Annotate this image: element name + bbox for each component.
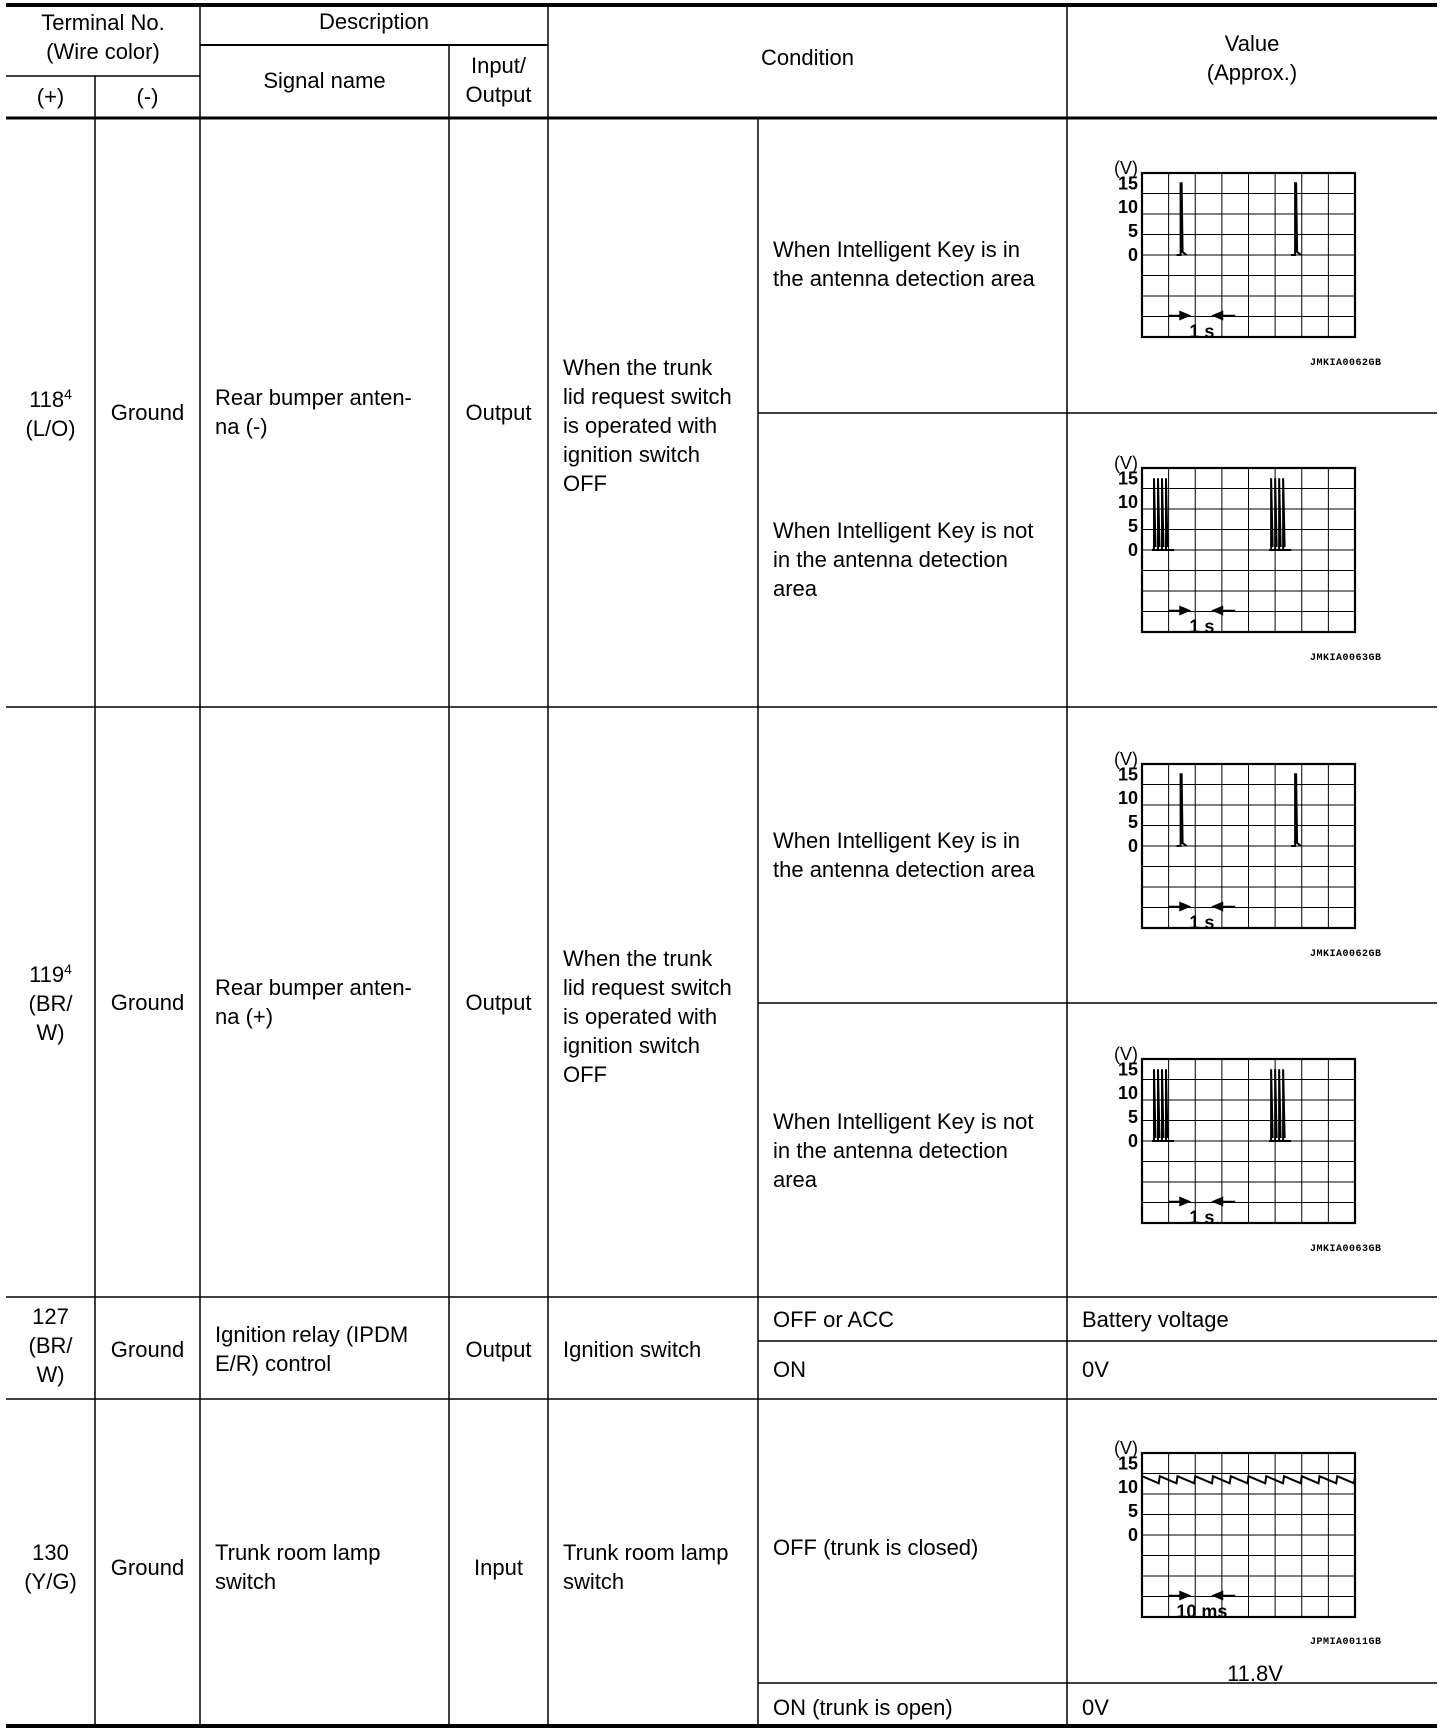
value-text: 11.8V xyxy=(1227,1661,1283,1686)
figure-code: JPMIA0011GB xyxy=(1310,1637,1382,1648)
tick-label: 15 xyxy=(1117,173,1138,194)
value-text: 0V xyxy=(1082,1695,1109,1720)
tick-label: 0 xyxy=(1127,836,1138,856)
io-direction: Output xyxy=(465,1337,532,1362)
condition-case: When Intelligent Key is in the antenna detection area xyxy=(773,237,1035,291)
value-text: 0V xyxy=(1082,1357,1109,1382)
tick-label: 10 xyxy=(1117,1083,1138,1104)
figure-code: JMKIA0062GB xyxy=(1310,949,1382,960)
scope-svg xyxy=(1106,1044,1396,1229)
signal-name: Ignition relay (IPDM E/R) control xyxy=(215,1322,409,1376)
wire-color: (Y/G) xyxy=(24,1569,77,1594)
header-minus: (-) xyxy=(136,84,159,109)
tick-label: 10 xyxy=(1117,492,1138,513)
header-signal-name: Signal name xyxy=(263,68,386,93)
signal-name: Rear bumper anten- na (-) xyxy=(215,385,412,439)
condition-main: Ignition switch xyxy=(563,1337,702,1362)
io-direction: Output xyxy=(465,990,532,1015)
figure-code: JMKIA0063GB xyxy=(1310,653,1382,664)
tick-label: 5 xyxy=(1127,516,1138,537)
condition-main: When the trunk lid request switch is operated with ignition switch OFF xyxy=(563,946,732,1087)
oscilloscope-waveform xyxy=(1106,158,1396,343)
wire-color: (BR/ W) xyxy=(28,1333,73,1387)
time-scale-label: 1 s xyxy=(1189,616,1215,637)
wire-color: (BR/ W) xyxy=(28,991,73,1045)
tick-label: 10 xyxy=(1117,197,1138,218)
time-marker-arrow xyxy=(1211,902,1223,912)
header-plus: (+) xyxy=(36,84,65,109)
header-terminal-no: Terminal No. xyxy=(41,10,165,35)
time-marker-arrow xyxy=(1211,311,1223,321)
time-marker-arrow xyxy=(1179,311,1191,321)
tick-label: 15 xyxy=(1117,764,1138,785)
tick-label: 0 xyxy=(1127,1131,1138,1151)
condition-main: When the trunk lid request switch is operated with ignition switch OFF xyxy=(563,355,732,496)
io-direction: Output xyxy=(465,400,532,425)
scope-svg xyxy=(1106,749,1396,934)
time-marker-arrow xyxy=(1179,606,1191,616)
ground-label: Ground xyxy=(110,1337,185,1362)
header-condition: Condition xyxy=(761,45,854,70)
wire-color: (L/O) xyxy=(25,416,76,441)
terminal-note: 4 xyxy=(64,961,72,977)
unit-label: (V) xyxy=(1114,749,1138,769)
tick-label: 15 xyxy=(1117,1453,1138,1474)
tick-label: 5 xyxy=(1127,221,1138,242)
condition-case: ON (trunk is open) xyxy=(773,1695,953,1720)
unit-label: (V) xyxy=(1114,1438,1138,1458)
tick-label: 0 xyxy=(1127,245,1138,265)
signal-name: Trunk room lamp switch xyxy=(215,1540,381,1594)
time-scale-label: 1 s xyxy=(1189,912,1215,933)
header-wire-color: (Wire color) xyxy=(46,39,160,64)
tick-label: 5 xyxy=(1127,1107,1138,1128)
time-marker-arrow xyxy=(1179,902,1191,912)
scope-svg xyxy=(1106,453,1396,638)
oscilloscope-waveform xyxy=(1106,1044,1396,1229)
waveform-trace xyxy=(1142,1476,1355,1483)
time-marker-arrow xyxy=(1179,1591,1191,1601)
condition-case: When Intelligent Key is not in the antenna detection area xyxy=(773,1109,1034,1192)
ground-label: Ground xyxy=(110,990,185,1015)
tick-label: 15 xyxy=(1117,468,1138,489)
oscilloscope-waveform xyxy=(1106,749,1396,934)
tick-label: 15 xyxy=(1117,1059,1138,1080)
unit-label: (V) xyxy=(1114,158,1138,178)
condition-main: Trunk room lamp switch xyxy=(563,1540,729,1594)
figure-code: JMKIA0062GB xyxy=(1310,358,1382,369)
tick-label: 0 xyxy=(1127,1525,1138,1545)
header-value: Value (Approx.) xyxy=(1206,31,1298,85)
terminal-note: 4 xyxy=(64,386,72,402)
tick-label: 10 xyxy=(1117,1477,1138,1498)
ground-label: Ground xyxy=(110,1555,185,1580)
condition-case: OFF or ACC xyxy=(773,1307,895,1332)
condition-case: When Intelligent Key is in the antenna detection area xyxy=(773,828,1035,882)
time-scale-label: 10 ms xyxy=(1176,1601,1228,1622)
condition-case: When Intelligent Key is not in the antenna detection area xyxy=(773,518,1034,601)
io-direction: Input xyxy=(474,1555,523,1580)
unit-label: (V) xyxy=(1114,1044,1138,1064)
tick-label: 5 xyxy=(1127,812,1138,833)
tick-label: 5 xyxy=(1127,1501,1138,1522)
terminal-number: $118^4$ xyxy=(29,386,72,412)
terminal-number: 130 xyxy=(32,1540,69,1565)
tick-label: 0 xyxy=(1127,540,1138,560)
signal-name: Rear bumper anten- na (+) xyxy=(215,975,412,1029)
terminal-number: 127 xyxy=(32,1304,69,1329)
time-scale-label: 1 s xyxy=(1189,321,1215,342)
ground-label: Ground xyxy=(110,400,185,425)
terminal-number: $119^4$ xyxy=(29,961,72,987)
header-input-output: Input/ Output xyxy=(465,53,532,107)
time-marker-arrow xyxy=(1211,1591,1223,1601)
tick-label: 10 xyxy=(1117,788,1138,809)
condition-case: OFF (trunk is closed) xyxy=(773,1535,979,1560)
scope-svg xyxy=(1106,1438,1396,1623)
time-scale-label: 1 s xyxy=(1189,1207,1215,1228)
time-marker-arrow xyxy=(1211,606,1223,616)
value-text: Battery voltage xyxy=(1082,1307,1229,1332)
figure-code: JMKIA0063GB xyxy=(1310,1244,1382,1255)
oscilloscope-waveform xyxy=(1106,1438,1396,1623)
time-marker-arrow xyxy=(1179,1197,1191,1207)
scope-svg xyxy=(1106,158,1396,343)
oscilloscope-waveform xyxy=(1106,453,1396,638)
unit-label: (V) xyxy=(1114,453,1138,473)
header-description: Description xyxy=(318,9,430,34)
condition-case: ON xyxy=(773,1357,806,1382)
time-marker-arrow xyxy=(1211,1197,1223,1207)
